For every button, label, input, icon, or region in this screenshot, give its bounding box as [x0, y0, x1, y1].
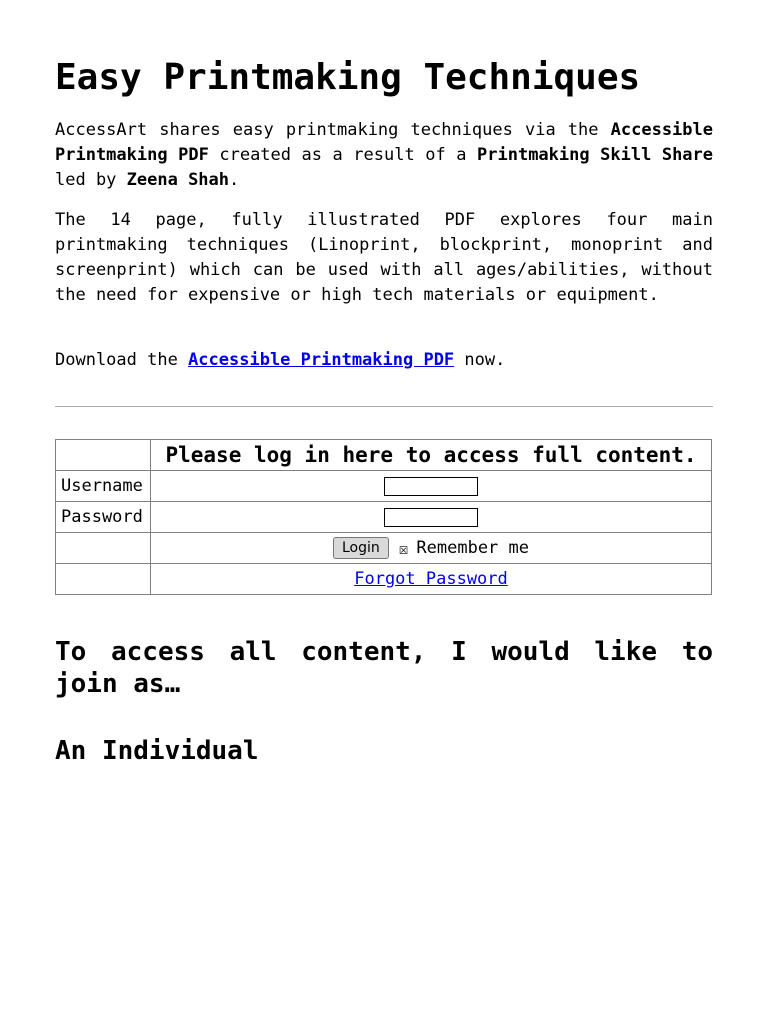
- intro-text-1: AccessArt shares easy printmaking techniques via the: [55, 120, 611, 140]
- password-row: [56, 502, 712, 533]
- intro-pdf-name: Accessible Printmaking PDF: [55, 120, 713, 165]
- login-button[interactable]: Login: [333, 537, 389, 559]
- divider: [55, 406, 713, 407]
- page-title: Easy Printmaking Techniques: [55, 57, 641, 98]
- intro-text-3: led by: [55, 170, 127, 190]
- download-prefix: Download the: [55, 350, 189, 370]
- login-form: [55, 439, 712, 595]
- empty-cell: [56, 564, 151, 595]
- forgot-cell: [151, 564, 712, 595]
- intro-author: Zeena Shah: [126, 170, 230, 190]
- empty-cell: [56, 440, 151, 471]
- login-heading-cell: [151, 440, 712, 471]
- pdf-download-link[interactable]: Accessible Printmaking PDF: [188, 350, 455, 370]
- remember-me-checkbox-icon[interactable]: ☒: [398, 538, 409, 558]
- download-paragraph: [55, 348, 713, 373]
- join-heading: To access all content, I would like to join as…: [55, 637, 713, 699]
- forgot-row: [56, 564, 712, 595]
- login-heading: Please log in here to access full content.: [165, 443, 697, 467]
- intro-text-4: .: [229, 170, 240, 190]
- username-cell: [151, 471, 712, 502]
- intro-paragraph: [55, 118, 713, 193]
- forgot-password-link[interactable]: Forgot Password: [354, 569, 508, 589]
- submit-row: [56, 533, 712, 564]
- individual-heading: An Individual: [55, 736, 259, 766]
- password-label: Password: [56, 502, 151, 533]
- username-row: [56, 471, 712, 502]
- password-cell: [151, 502, 712, 533]
- intro-text-2: created as a result of a: [208, 145, 478, 165]
- username-label: Username: [56, 471, 151, 502]
- empty-cell: [56, 533, 151, 564]
- submit-cell: [151, 533, 712, 564]
- description-paragraph: The 14 page, fully illustrated PDF explores four main printmaking techniques (Linoprint, blockprint, monoprint and screenprint) which can be used with all ages/abilities, without the need for expensive or high tech materials or equipment.: [55, 210, 713, 305]
- download-suffix: now.: [454, 350, 506, 370]
- username-input[interactable]: [384, 477, 478, 496]
- remember-me-label: Remember me: [416, 538, 529, 558]
- login-heading-row: [56, 440, 712, 471]
- password-input[interactable]: [384, 508, 478, 527]
- intro-skill-share: Printmaking Skill Share: [477, 145, 714, 165]
